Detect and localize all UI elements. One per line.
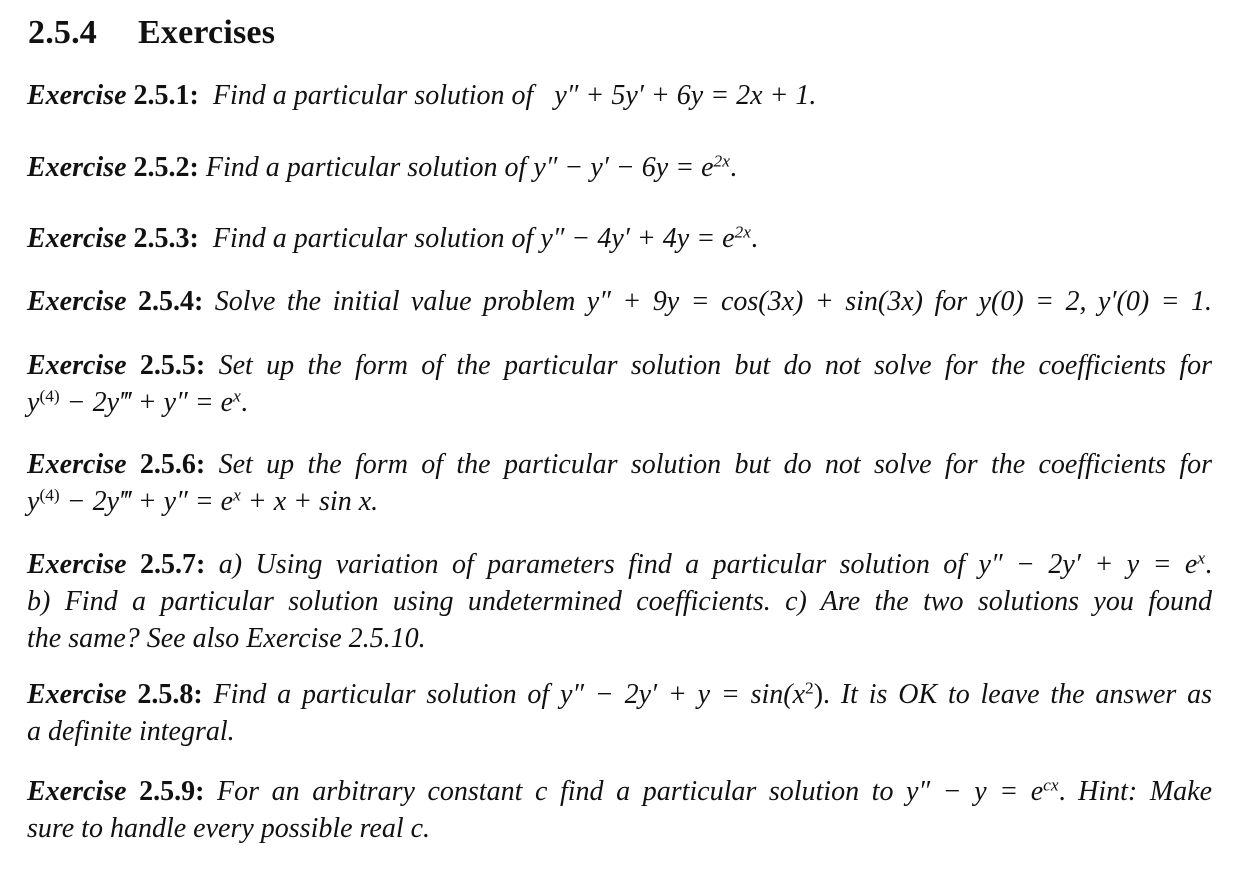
exercise-line [27,546,1212,583]
exercise-label: Exercise 2.5.6: [27,449,206,480]
exercise-line [27,446,1212,483]
exercise-line [27,347,1212,384]
exercise-line [27,483,1212,520]
exercise-text: Find a particular solution of [213,679,550,710]
exercise-2-5-5 [27,347,1212,421]
exercise-equation: y″ + 5y′ + 6y = 2x + 1. [554,80,817,111]
exercise-line [27,77,1212,114]
exercise-equation: $y'' - y = e^{cx}$. [906,775,1066,807]
exercise-text: Set up the form of the particular solution but do not solve for the coefficients for [218,350,1213,381]
exercise-text: It is OK to leave the answer as [840,679,1213,710]
initial-conditions: y(0) = 2, y′(0) = 1. [978,286,1212,317]
exercise-equation: $y^{(4)}$ − 2y‴ + $y'' = e^x$. [27,386,248,418]
exercise-text: the same? See also Exercise 2.5.10. [27,623,426,654]
exercise-text: for [934,286,968,317]
exercise-2-5-2 [27,149,1212,186]
exercise-text: Set up the form of the particular solution but do not solve for the coefficients for [218,449,1213,480]
exercise-line [27,283,1212,320]
exercise-text: Find a particular solution of [212,223,534,254]
exercise-text: sure to handle every possible real c. [27,813,431,844]
exercise-equation: $y'' - y' - 6y = e^{2x}$. [533,151,737,183]
exercise-label: Exercise 2.5.2: [27,152,199,183]
exercise-equation: y″ + 9y = cos(3x) + sin(3x) [586,286,923,317]
exercise-text: a definite integral. [27,716,235,747]
exercise-equation: $y^{(4)}$ − 2y‴ + $y'' = e^x + x + \sin x$. [27,485,379,517]
exercise-2-5-3 [27,220,1212,257]
exercise-2-5-6 [27,446,1212,520]
exercise-label: Exercise 2.5.9: [27,776,205,807]
exercise-line [27,676,1212,713]
exercise-line [27,773,1212,810]
exercise-equation: $y'' - 2y' + y = e^x$. [978,548,1213,580]
exercise-label: Exercise 2.5.3: [27,223,199,254]
exercise-2-5-4 [27,283,1212,320]
exercise-2-5-7 [27,546,1212,657]
exercise-equation: $y'' - 4y' + 4y = e^{2x}$. [540,222,758,254]
exercise-label: Exercise 2.5.7: [27,549,206,580]
exercise-label: Exercise 2.5.4: [27,286,204,317]
exercise-text: Hint: Make [1078,776,1213,807]
exercise-text: a) Using variation of parameters find a particular solution of [218,549,966,580]
exercise-line [27,384,1212,421]
exercise-label: Exercise 2.5.5: [27,350,206,381]
exercise-label: Exercise 2.5.1: [27,80,199,111]
exercise-label: Exercise 2.5.8: [27,679,203,710]
exercise-text: For an arbitrary constant c find a particular solution to [217,776,894,807]
exercise-text: Solve the initial value problem [214,286,576,317]
exercise-text: b) Find a particular solution using undetermined coefficients. c) Are the two solutions you found [27,586,1212,617]
exercise-2-5-1 [27,77,1212,114]
exercise-2-5-9 [27,773,1212,847]
section-number: 2.5.4 [28,14,97,51]
exercise-text: Find a particular solution of [205,152,527,183]
exercise-2-5-8 [27,676,1212,750]
exercise-text: Find a particular solution of [212,80,534,111]
exercise-equation: $y'' - 2y' + y = \sin(x^2)$. [559,678,831,710]
exercise-line [27,220,1212,257]
section-heading [28,14,275,52]
exercise-line [27,149,1212,186]
section-title: Exercises [138,14,276,51]
